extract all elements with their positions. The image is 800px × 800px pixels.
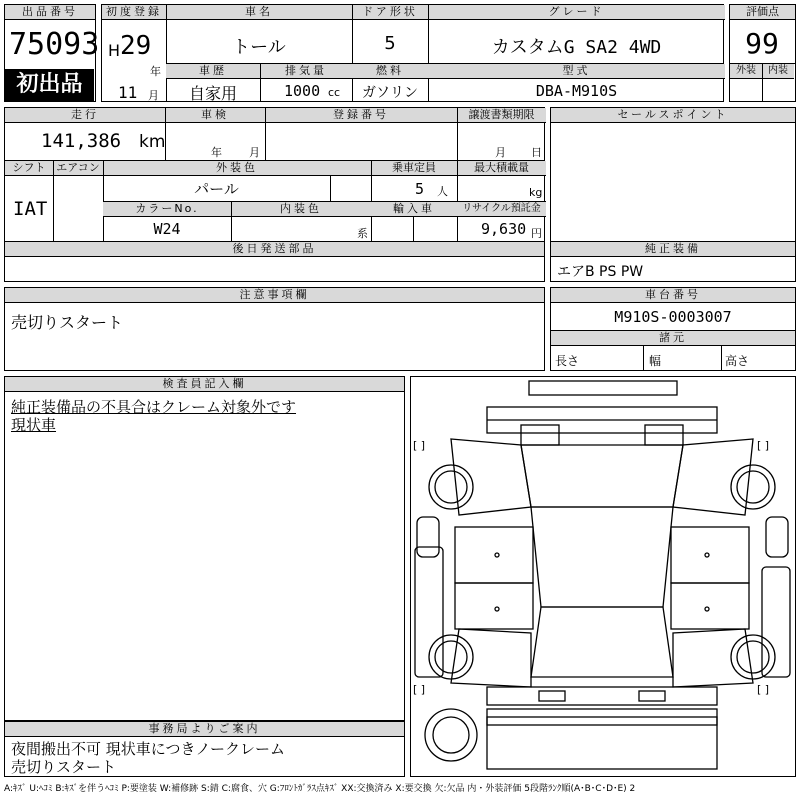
rear-window <box>531 607 673 677</box>
inspection-label: 車検 <box>165 108 265 123</box>
reg-year: 29 <box>120 31 152 61</box>
sales-point-label: セールスポイント <box>551 108 795 123</box>
office-line-1: 夜間搬出不可 現状車につきノークレーム <box>11 740 286 758</box>
chassis-label: 車台番号 <box>551 288 795 303</box>
hood <box>521 445 683 507</box>
mileage-label: 走行 <box>5 108 165 123</box>
shift: IAT <box>13 198 48 220</box>
headlight-right <box>645 425 683 445</box>
score: 99 <box>745 27 779 60</box>
door-label: ドア形状 <box>352 5 428 20</box>
lot-number-box <box>4 4 100 102</box>
load-label: 最大積載量 <box>457 161 546 176</box>
reg-month: 11 <box>118 83 138 102</box>
door-rear-left <box>455 583 533 629</box>
fuel-label: 燃料 <box>352 64 428 79</box>
mileage: 141,386 <box>41 130 122 152</box>
car-outline-diagram <box>411 377 794 775</box>
import-label: 輸入車 <box>371 202 457 217</box>
chassis-box <box>550 287 796 371</box>
first-reg-label: 初度登録 <box>102 5 166 20</box>
int-color-unit: 系 <box>357 227 368 240</box>
ext-color: パール <box>194 180 239 198</box>
interior-label: 内装 <box>762 64 794 79</box>
history: 自家用 <box>188 84 237 103</box>
reg-era: H <box>108 41 121 60</box>
bracket-left-top: [ ] <box>413 439 426 452</box>
int-color-label: 内装色 <box>231 202 371 217</box>
history-label: 車歴 <box>166 64 260 79</box>
later-parts-label: 後日発送部品 <box>5 242 544 257</box>
displacement-unit: cc <box>328 86 341 99</box>
ac-label: エアコン <box>53 161 103 176</box>
grade-label: グレード <box>428 5 725 20</box>
bracket-right-top: [ ] <box>757 439 770 452</box>
displacement-label: 排気量 <box>260 64 352 79</box>
recycle: 9,630 <box>481 220 527 238</box>
shift-label: シフト <box>5 161 53 176</box>
score-box <box>729 4 796 102</box>
damage-legend: A:ｷｽﾞ U:ﾍｺﾐ B:ｷｽﾞを伴うﾍｺﾐ P:要塗装 W:補修跡 S:錆 C:腐食、穴 G:ﾌﾛﾝﾄｶﾞﾗｽ点ｷｽﾞ XX:交換済み X:要交換 欠:欠品 内・外装評価 5段階ﾗﾝｸ順(A･B･C･D･E) 2 <box>4 784 636 794</box>
exterior-label: 外装 <box>730 64 762 79</box>
lot-number: 75093 <box>9 27 100 62</box>
spec-label: 諸元 <box>551 331 795 346</box>
door-count: 5 <box>384 33 396 54</box>
transfer-day-unit: 日 <box>531 146 542 159</box>
caution-label: 注意事項欄 <box>5 288 544 303</box>
door-rear-right <box>671 583 749 629</box>
lot-number-label: 出品番号 <box>5 5 95 20</box>
ext-color-label: 外装色 <box>103 161 371 176</box>
headlight-left <box>521 425 559 445</box>
front-bumper-strip <box>529 381 677 395</box>
mileage-unit: km <box>139 132 166 152</box>
door-front-left <box>455 527 533 583</box>
fuel: ガソリン <box>362 85 418 101</box>
inspection-year-unit: 年 <box>211 146 222 159</box>
inspector-box <box>4 376 405 721</box>
chassis-number: M910S-0003007 <box>614 308 732 326</box>
mirror-left <box>417 517 439 557</box>
caution-text: 売切りスタート <box>11 313 124 332</box>
damage-diagram-box <box>410 376 796 777</box>
car-name: トール <box>232 37 286 58</box>
door-front-right <box>671 527 749 583</box>
seating: 5 <box>415 180 425 198</box>
bracket-left-bottom: [ ] <box>413 683 426 696</box>
office-box <box>4 721 405 777</box>
transfer-label: 譲渡書類期限 <box>457 108 546 123</box>
mirror-right <box>766 517 788 557</box>
transfer-month-unit: 月 <box>495 146 506 159</box>
inspector-line-2: 現状車 <box>11 416 57 434</box>
height-label: 高さ <box>725 354 750 368</box>
details-box <box>4 107 545 282</box>
grade: カスタムG SA2 4WD <box>491 37 662 58</box>
inspector-line-1: 純正装備品の不具合はクレーム対象外です <box>11 398 297 416</box>
inspector-label: 検査員記入欄 <box>5 377 404 392</box>
inspection-month-unit: 月 <box>249 146 260 159</box>
seating-unit: 人 <box>437 185 448 198</box>
seating-label: 乗車定員 <box>371 161 457 176</box>
width-label: 幅 <box>649 354 662 368</box>
office-line-2: 売切りスタート <box>11 758 117 776</box>
color-no: W24 <box>153 220 181 238</box>
recycle-unit: 円 <box>531 227 542 240</box>
car-name-label: 車名 <box>166 5 352 20</box>
genuine-label: 純正装備 <box>551 242 795 257</box>
model-label: 型式 <box>428 64 725 79</box>
roof <box>531 507 673 607</box>
displacement: 1000 <box>284 82 321 100</box>
length-label: 長さ <box>555 354 580 368</box>
reg-year-unit: 年 <box>150 65 161 78</box>
vehicle-info-box <box>101 4 724 102</box>
score-label: 評価点 <box>730 5 795 20</box>
model: DBA-M910S <box>535 82 618 100</box>
rear-bumper <box>487 687 717 705</box>
bracket-right-bottom: [ ] <box>757 683 770 696</box>
load-unit: kg <box>529 186 543 199</box>
office-label: 事務局よりご案内 <box>5 722 404 737</box>
sales-point-box <box>550 107 796 282</box>
caution-box <box>4 287 545 371</box>
color-no-label: カラーNo. <box>103 202 231 217</box>
reg-month-unit: 月 <box>148 89 159 102</box>
genuine-equipment: エアB PS PW <box>557 264 644 280</box>
reg-no-label: 登録番号 <box>265 108 457 123</box>
first-listing-badge: 初出品 <box>5 69 94 101</box>
recycle-label: リサイクル預託金 <box>457 202 546 217</box>
